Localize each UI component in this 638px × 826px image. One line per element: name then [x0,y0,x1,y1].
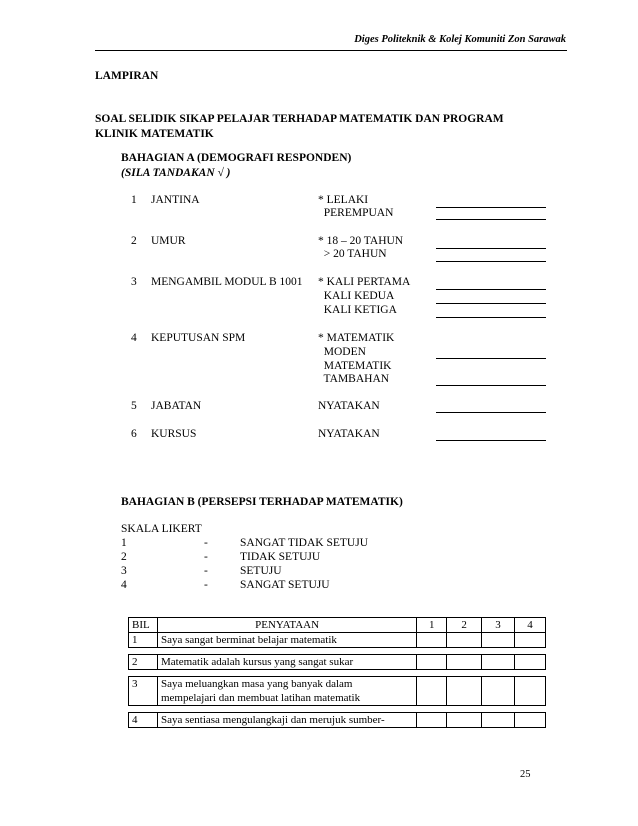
table-row [129,655,546,670]
likert-text: SANGAT TIDAK SETUJU [240,537,368,549]
rating-cell[interactable] [417,677,447,706]
likert-number: 3 [121,565,127,577]
item-label-modul: MENGAMBIL MODUL B 1001 [151,276,303,288]
option-text: > 20 TAHUN [318,248,387,260]
likert-dash: - [204,551,208,563]
answer-line[interactable] [436,358,546,359]
row-statement: Saya sentiasa mengulangkaji dan merujuk sumber- [157,713,416,728]
row-bil: 4 [129,713,158,728]
table-row [129,633,546,648]
rating-cell[interactable] [447,713,482,728]
answer-line[interactable] [436,219,546,220]
item-number: 4 [131,332,137,344]
section-a-instruction: (SILA TANDAKAN √ ) [121,167,231,179]
option-text: TAMBAHAN [318,373,390,385]
likert-number: 1 [121,537,127,549]
answer-line[interactable] [436,207,546,208]
answer-line[interactable] [436,248,546,249]
document-title-line1: SOAL SELIDIK SIKAP PELAJAR TERHADAP MATEMATIK DAN PROGRAM [95,113,504,125]
answer-line[interactable] [436,440,546,441]
likert-text: TIDAK SETUJU [240,551,321,563]
statement-table [128,617,546,728]
option-text: * 18 – 20 TAHUN [318,235,404,247]
header-rule [95,50,567,51]
row-statement: Saya sangat berminat belajar matematik [157,633,416,648]
header-scale-2: 2 [447,618,482,633]
likert-dash: - [204,579,208,591]
row-bil: 3 [129,677,158,706]
likert-dash: - [204,537,208,549]
item-label-umur: UMUR [151,235,186,247]
rating-cell[interactable] [482,713,515,728]
row-bil: 1 [129,633,158,648]
table-row [129,713,546,728]
statement-line: mempelajari dan membuat latihan matematik [160,692,361,704]
section-b-heading: BAHAGIAN B (PERSEPSI TERHADAP MATEMATIK) [121,496,403,508]
option-text: MODEN [318,346,366,358]
likert-text: SANGAT SETUJU [240,579,330,591]
item-label-jabatan: JABATAN [151,400,202,412]
header-scale-3: 3 [482,618,515,633]
option-text: KALI KETIGA [318,304,397,316]
rating-cell[interactable] [515,713,546,728]
item-label-kursus: KURSUS [151,428,197,440]
page-number: 25 [520,769,531,780]
header-penyataan: PENYATAAN [157,618,416,633]
section-a-heading: BAHAGIAN A (DEMOGRAFI RESPONDEN) [121,152,352,164]
row-statement: Matematik adalah kursus yang sangat sukar [157,655,416,670]
option-text: * LELAKI [318,194,369,206]
likert-title: SKALA LIKERT [121,523,202,535]
answer-line[interactable] [436,289,546,290]
rating-cell[interactable] [482,677,515,706]
document-title-line2: KLINIK MATEMATIK [95,128,214,140]
rating-cell[interactable] [515,633,546,648]
rating-cell[interactable] [417,655,447,670]
item-number: 3 [131,276,137,288]
item-number: 2 [131,235,137,247]
row-bil: 2 [129,655,158,670]
rating-cell[interactable] [447,677,482,706]
option-text: PEREMPUAN [318,207,394,219]
option-text: NYATAKAN [318,400,380,412]
rating-cell[interactable] [447,633,482,648]
rating-cell[interactable] [417,633,447,648]
answer-line[interactable] [436,303,546,304]
item-number: 1 [131,194,137,206]
statement-line: Saya meluangkan masa yang banyak dalam [160,678,353,690]
page-header: Diges Politeknik & Kolej Komuniti Zon Sarawak [354,34,566,45]
option-text: * KALI PERTAMA [318,276,411,288]
header-scale-4: 4 [515,618,546,633]
row-statement [157,677,416,706]
answer-line[interactable] [436,261,546,262]
rating-cell[interactable] [417,713,447,728]
header-bil: BIL [129,618,158,633]
option-text: * MATEMATIK [318,332,395,344]
table-header-row [129,618,546,633]
item-label-spm: KEPUTUSAN SPM [151,332,246,344]
table-row [129,677,546,706]
item-label-jantina: JANTINA [151,194,200,206]
option-text: MATEMATIK [318,360,392,372]
rating-cell[interactable] [515,655,546,670]
item-number: 6 [131,428,137,440]
likert-text: SETUJU [240,565,282,577]
likert-number: 2 [121,551,127,563]
option-text: KALI KEDUA [318,290,395,302]
answer-line[interactable] [436,385,546,386]
header-scale-1: 1 [417,618,447,633]
item-number: 5 [131,400,137,412]
option-text: NYATAKAN [318,428,380,440]
rating-cell[interactable] [447,655,482,670]
answer-line[interactable] [436,412,546,413]
rating-cell[interactable] [515,677,546,706]
rating-cell[interactable] [482,633,515,648]
lampiran-heading: LAMPIRAN [95,70,159,82]
likert-dash: - [204,565,208,577]
likert-number: 4 [121,579,127,591]
rating-cell[interactable] [482,655,515,670]
answer-line[interactable] [436,317,546,318]
